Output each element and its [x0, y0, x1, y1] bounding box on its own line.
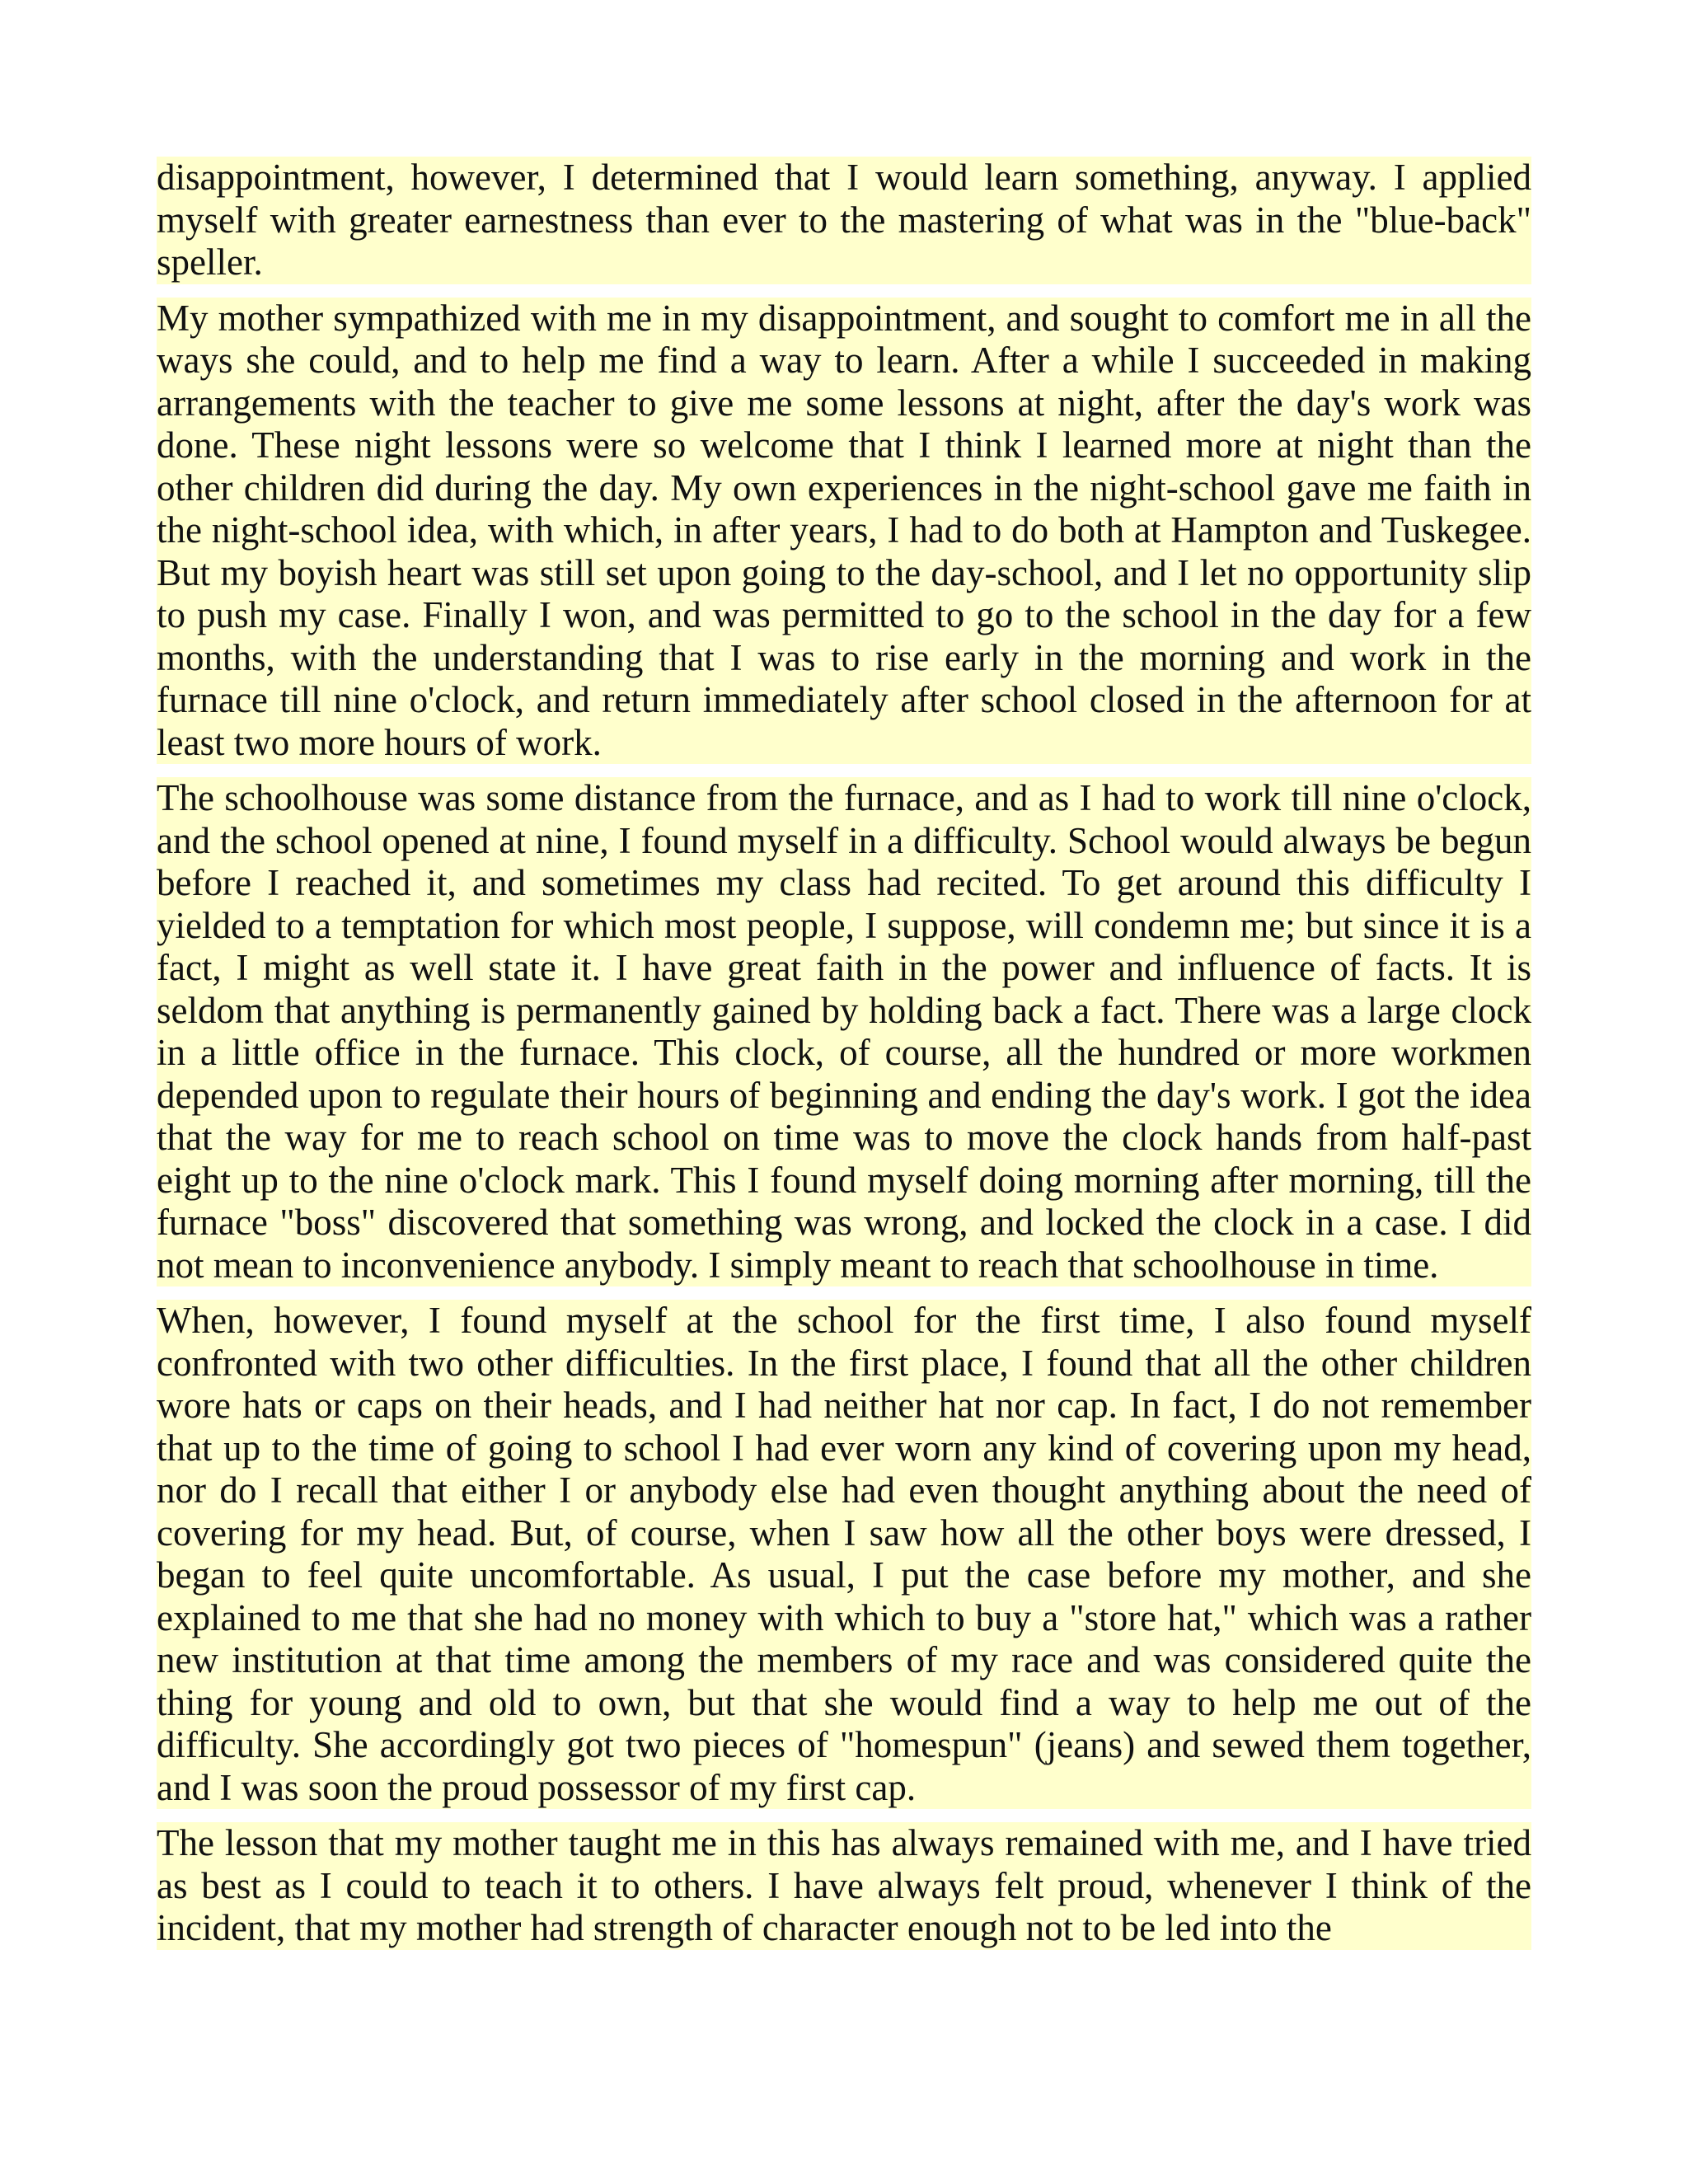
- document-page: [157, 157, 1531, 1963]
- paragraph-3: The schoolhouse was some distance from the furnace, and as I had to work till nine o'clock, and the school opened at nine, I found myself in a difficulty. School would always be begun before I reached it, and sometimes my class had recited. To get around this difficulty I yielded to a temptation for which most people, I suppose, will condemn me; but since it is a fact, I might as well state it. I have great faith in the power and influence of facts. It is seldom that anything is permanently gained by holding back a fact. There was a large clock in a little office in the furnace. This clock, of course, all the hundred or more workmen depended upon to regulate their hours of beginning and ending the day's work. I got the idea that the way for me to reach school on time was to move the clock hands from half-past eight up to the nine o'clock mark. This I found myself doing morning after morning, till the furnace "boss" discovered that something was wrong, and locked the clock in a case. I did not mean to inconvenience anybody. I simply meant to reach that schoolhouse in time.: [157, 777, 1531, 1286]
- paragraph-5: The lesson that my mother taught me in this has always remained with me, and I have tried as best as I could to teach it to others. I have always felt proud, whenever I think of the incident, that my mother had strength of character enough not to be led into the: [157, 1822, 1531, 1948]
- paragraph-1: disappointment, however, I determined that I would learn something, anyway. I applied myself with greater earnestness than ever to the mastering of what was in the "blue-back" speller.: [157, 157, 1531, 283]
- paragraph-2: My mother sympathized with me in my disappointment, and sought to comfort me in all the ways she could, and to help me find a way to learn. After a while I succeeded in making arrangements with the teacher to give me some lessons at night, after the day's work was done. These night lessons were so welcome that I think I learned more at night than the other children did during the day. My own experiences in the night-school gave me faith in the night-school idea, with which, in after years, I had to do both at Hampton and Tuskegee. But my boyish heart was still set upon going to the day-school, and I let no opportunity slip to push my case. Finally I won, and was permitted to go to the school in the day for a few months, with the understanding that I was to rise early in the morning and work in the furnace till nine o'clock, and return immediately after school closed in the afternoon for at least two more hours of work.: [157, 297, 1531, 763]
- paragraph-4: When, however, I found myself at the school for the first time, I also found myself confronted with two other difficulties. In the first place, I found that all the other children wore hats or caps on their heads, and I had neither hat nor cap. In fact, I do not remember that up to the time of going to school I had ever worn any kind of covering upon my head, nor do I recall that either I or anybody else had even thought anything about the need of covering for my head. But, of course, when I saw how all the other boys were dressed, I began to feel quite uncomfortable. As usual, I put the case before my mother, and she explained to me that she had no money with which to buy a "store hat," which was a rather new institution at that time among the members of my race and was considered quite the thing for young and old to own, but that she would find a way to help me out of the difficulty. She accordingly got two pieces of "homespun" (jeans) and sewed them together, and I was soon the proud possessor of my first cap.: [157, 1300, 1531, 1808]
